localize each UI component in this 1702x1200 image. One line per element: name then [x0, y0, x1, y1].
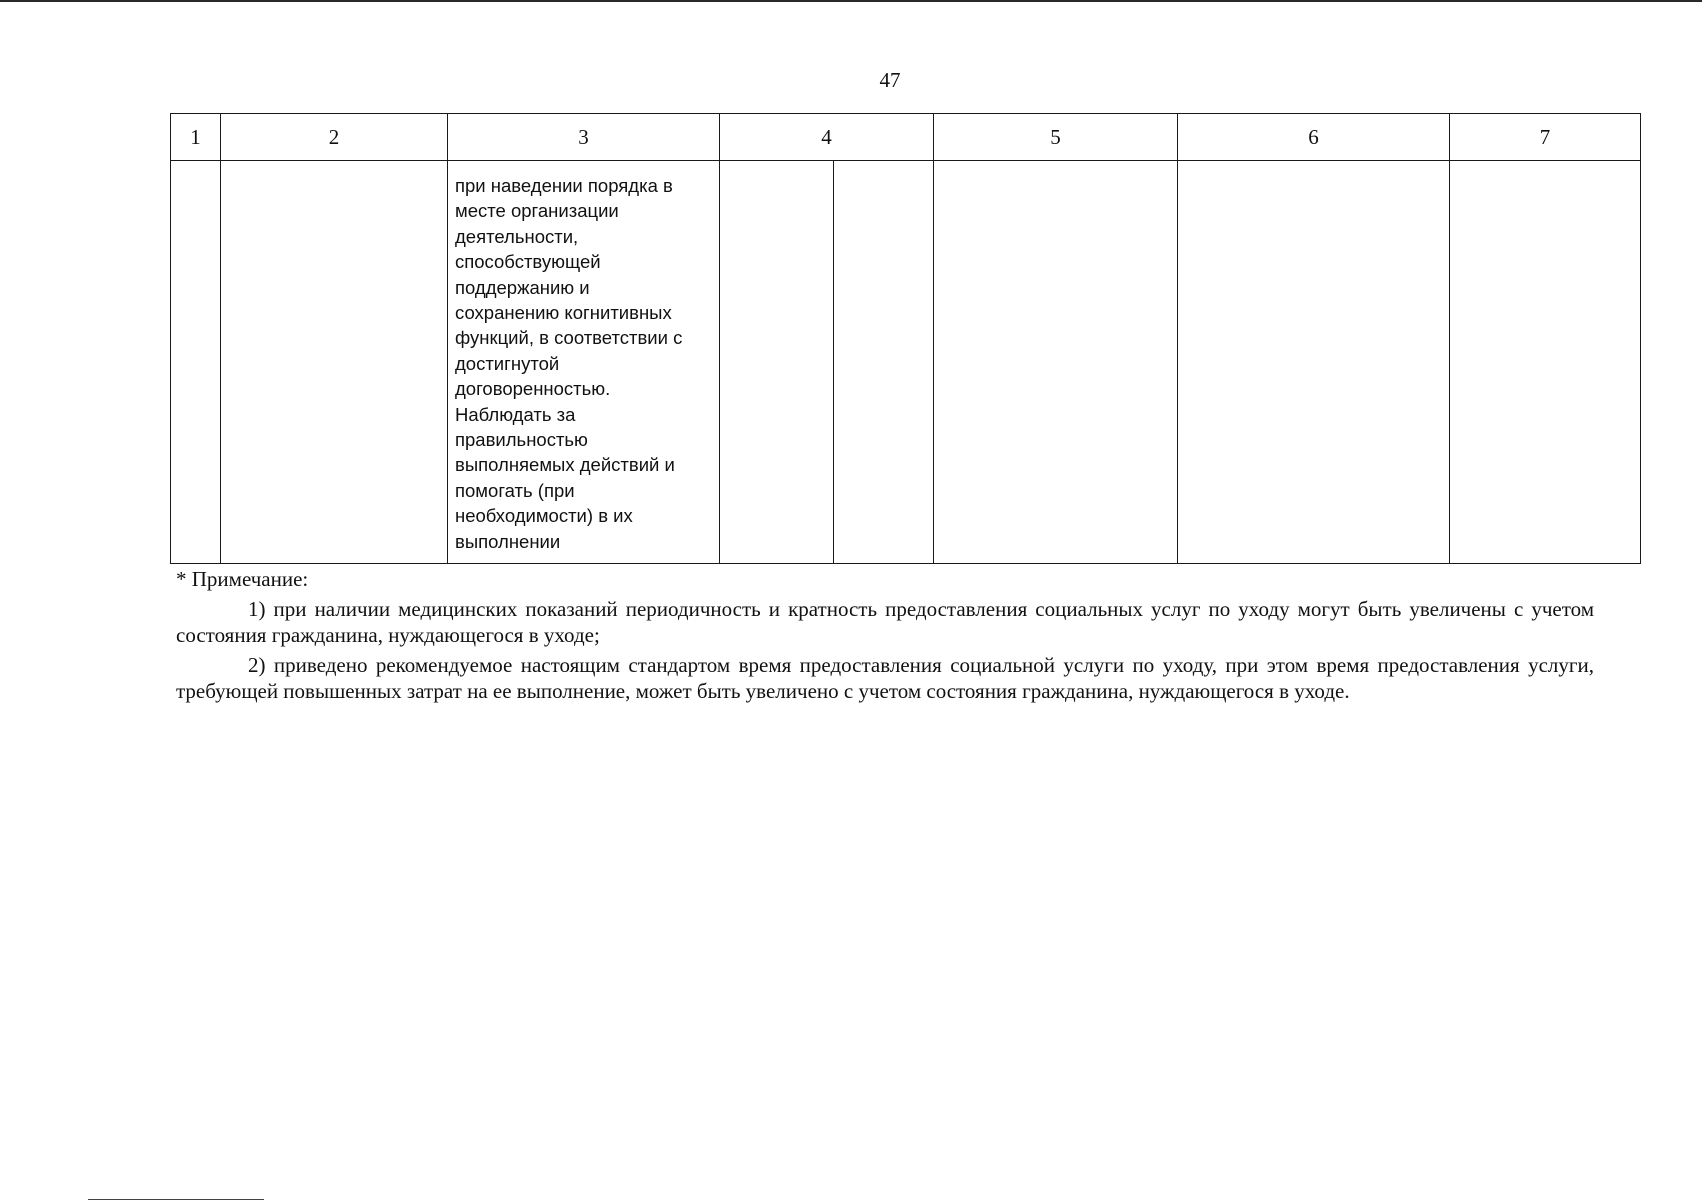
- column-header-1: 1: [171, 114, 221, 161]
- table-cell-col2: [221, 161, 448, 564]
- description-line: договоренностью.: [455, 378, 611, 400]
- column-header-2: 2: [221, 114, 448, 161]
- description-line: поддержанию и: [455, 276, 590, 298]
- footnote-item-1: 1) при наличии медицинских показаний периодичность и кратность предоставления социальных услуг по уходу могут быть увеличены с учетом состояния гражданина, нуждающегося в уходе;: [176, 597, 1594, 647]
- column-header-4: 4: [720, 114, 934, 161]
- footnote-section: [176, 566, 1594, 704]
- description-line: сохранению когнитивных: [455, 302, 672, 324]
- description-line: выполняемых действий и: [455, 454, 675, 476]
- table-cell-col3: [448, 161, 720, 564]
- table-cell-col7: [1450, 161, 1641, 564]
- description-line: месте организации: [455, 200, 619, 222]
- service-description: [448, 161, 719, 554]
- column-header-6: 6: [1178, 114, 1450, 161]
- description-line: правильностью: [455, 429, 588, 451]
- standard-table: [170, 113, 1641, 564]
- table-header-row: [171, 114, 1641, 161]
- description-line: помогать (при: [455, 479, 575, 501]
- description-line: достигнутой: [455, 352, 560, 374]
- footnote-item-2: 2) приведено рекомендуемое настоящим стандартом время предоставления социальной услуги по уходу, при этом время предоставления услуги, требующей повышенных затрат на ее выполнение, может быть увеличено с учетом состояния гражданина, нуждающегося в уходе.: [176, 653, 1594, 703]
- table-row: [171, 161, 1641, 564]
- footnote-title: * Примечание:: [176, 567, 309, 591]
- table-cell-col4b: [834, 161, 934, 564]
- description-line: деятельности,: [455, 225, 579, 247]
- description-line: необходимости) в их: [455, 505, 633, 527]
- description-line: функций, в соответствии с: [455, 327, 683, 349]
- column-header-3: 3: [448, 114, 720, 161]
- column-header-5: 5: [934, 114, 1178, 161]
- page-number: 47: [879, 68, 901, 92]
- page-top-edge: [0, 0, 1702, 2]
- table-cell-col1: [171, 161, 221, 564]
- table-cell-col5: [934, 161, 1178, 564]
- table-cell-col4a: [720, 161, 834, 564]
- column-header-7: 7: [1450, 114, 1641, 161]
- table-cell-col6: [1178, 161, 1450, 564]
- description-line: способствующей: [455, 251, 601, 273]
- description-line: выполнении: [455, 530, 561, 552]
- description-line: при наведении порядка в: [455, 175, 673, 196]
- description-line: Наблюдать за: [455, 403, 576, 425]
